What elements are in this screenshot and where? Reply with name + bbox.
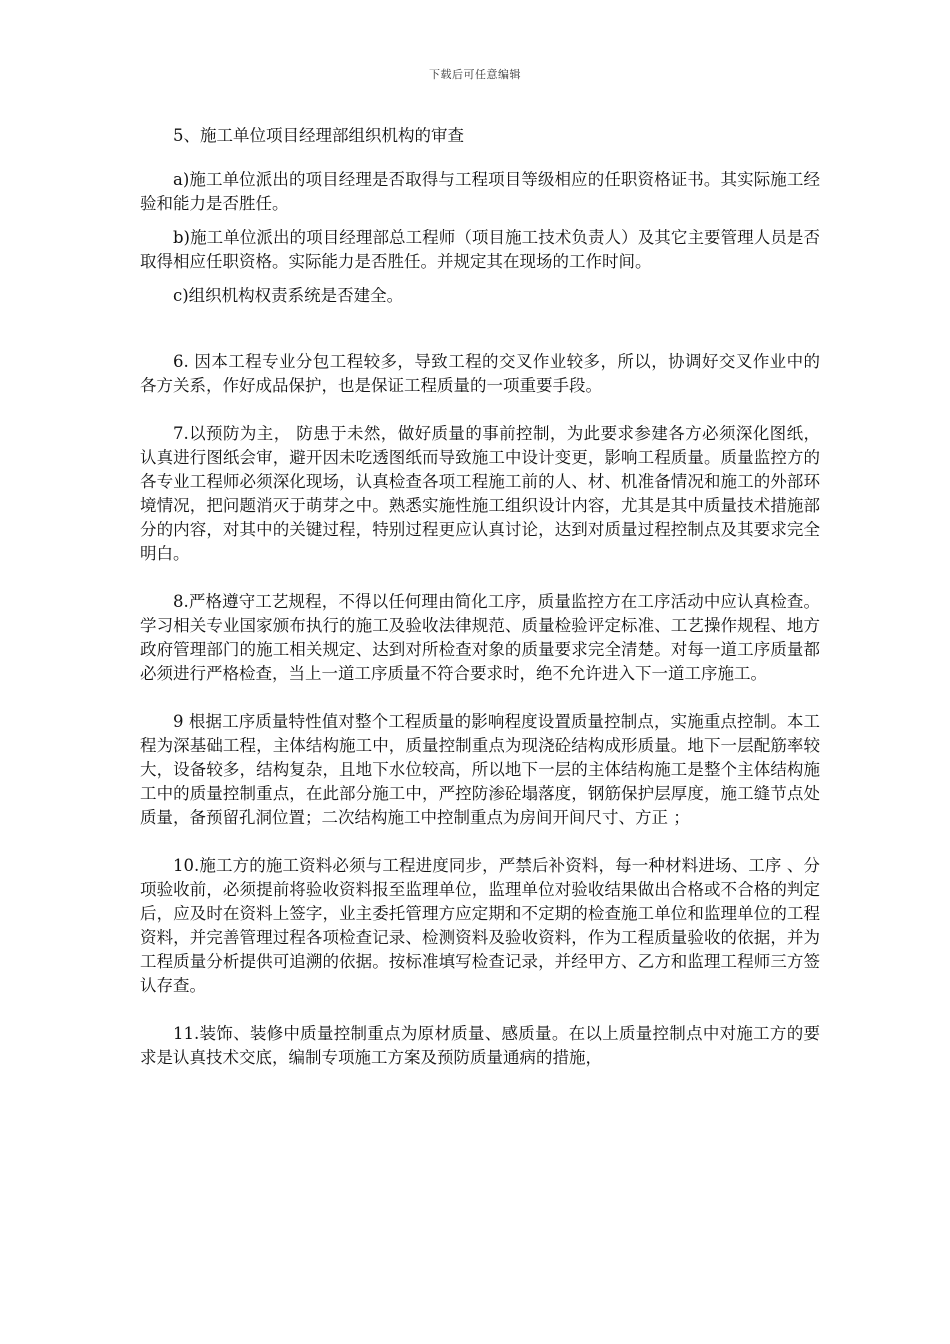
section-5-item-c: c)组织机构权责系统是否建全。 — [173, 286, 404, 305]
paragraph-11: 11.装饰、装修中质量控制重点为原材质量、感质量。在以上质量控制点中对施工方的要求是认真技术交底，编制专项施工方案及预防质量通病的措施， — [140, 1024, 820, 1067]
page-header: 下载后可任意编辑 — [429, 68, 521, 81]
document-body — [140, 124, 820, 1070]
section-5-item-a: a)施工单位派出的项目经理是否取得与工程项目等级相应的任职资格证书。其实际施工经验和能力是否胜任。 — [140, 170, 820, 213]
section-5-item-b: b)施工单位派出的项目经理部总工程师（项目施工技术负责人）及其它主要管理人员是否取得相应任职资格。实际能力是否胜任。并规定其在现场的工作时间。 — [140, 228, 820, 271]
section-5-title: 5、施工单位项目经理部组织机构的审查 — [173, 126, 464, 145]
paragraph-6: 6. 因本工程专业分包工程较多，导致工程的交叉作业较多，所以，协调好交叉作业中的各方关系，作好成品保护，也是保证工程质量的一项重要手段。 — [140, 352, 820, 395]
paragraph-7: 7.以预防为主， 防患于未然，做好质量的事前控制，为此要求参建各方必须深化图纸，认真进行图纸会审，避开因未吃透图纸而导致施工中设计变更，影响工程质量。质量监控方的各专业工程师必须深化现场，认真检查各项工程施工前的人、材、机准备情况和施工的外部环境情况，把问题消灭于萌芽之中。熟悉实施性施工组织设计内容，尤其是其中质量技术措施部分的内容，对其中的关键过程，特别过程更应认真讨论，达到对质量过程控制点及其要求完全明白。 — [140, 424, 820, 563]
paragraph-9: 9 根据工序质量特性值对整个工程质量的影响程度设置质量控制点，实施重点控制。本工程为深基础工程，主体结构施工中，质量控制重点为现浇砼结构成形质量。地下一层配筋率较大，设备较多，结构复杂，且地下水位较高，所以地下一层的主体结构施工是整个主体结构施工中的质量控制重点，在此部分施工中，严控防渗砼塌落度，钢筋保护层厚度，施工缝节点处质量，备预留孔洞位置；二次结构施工中控制重点为房间开间尺寸、方正 ； — [140, 712, 820, 827]
paragraph-8: 8.严格遵守工艺规程，不得以任何理由简化工序，质量监控方在工序活动中应认真检查。学习相关专业国家颁布执行的施工及验收法律规范、质量检验评定标准、工艺操作规程、地方政府管理部门的施工相关规定、达到对所检查对象的质量要求完全清楚。对每一道工序质量都必须进行严格检查，当上一道工序质量不符合要求时，绝不允许进入下一道工序施工。 — [140, 592, 820, 683]
paragraph-10: 10.施工方的施工资料必须与工程进度同步，严禁后补资料，每一种材料进场、工序 、分项验收前，必须提前将验收资料报至监理单位，监理单位对验收结果做出合格或不合格的判定后，应及时在资料上签字，业主委托管理方应定期和不定期的检查施工单位和监理单位的工程资料，并完善管理过程各项检查记录、检测资料及验收资料，作为工程质量验收的依据，并为工程质量分析提供可追溯的依据。按标准填写检查记录，并经甲方、乙方和监理工程师三方签认存查。 — [140, 856, 820, 995]
